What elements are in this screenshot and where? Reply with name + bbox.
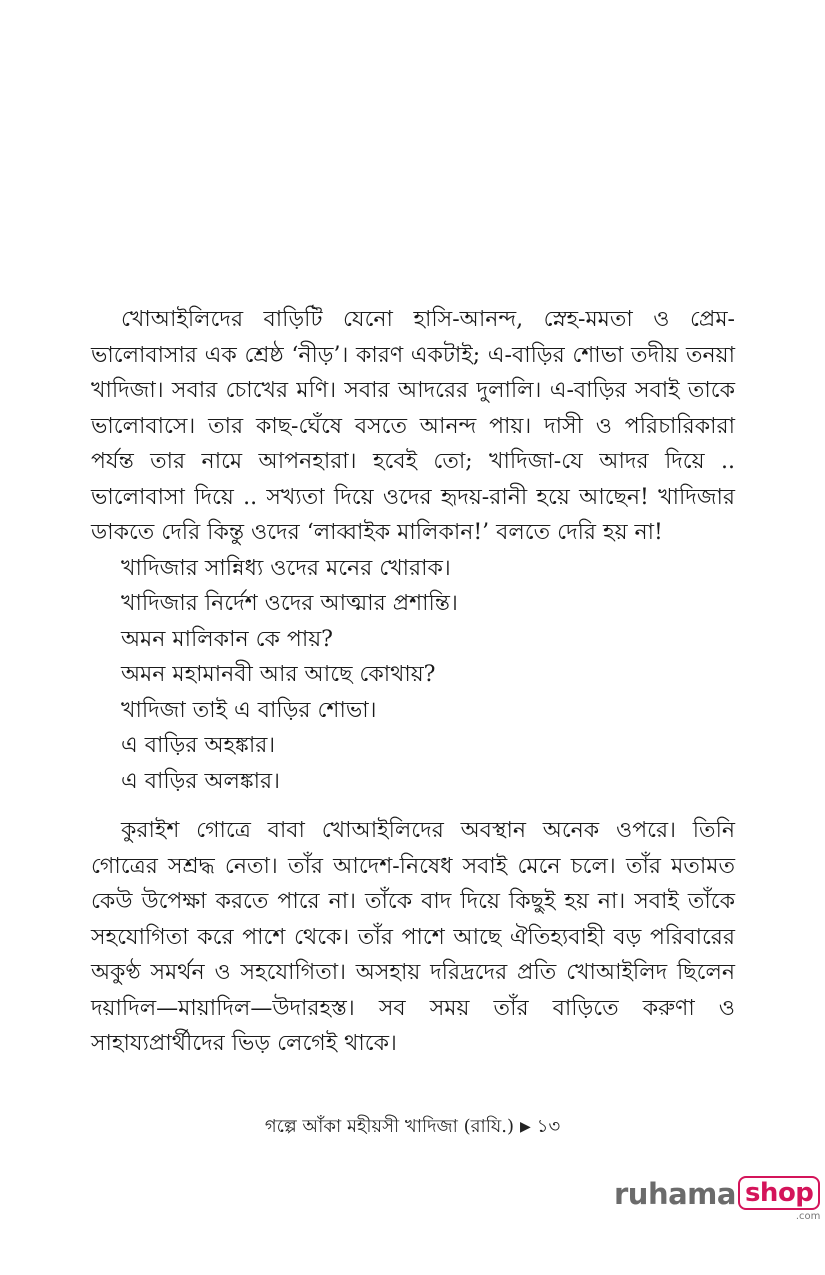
page-body — [91, 302, 735, 1062]
play-arrow-icon: ▶ — [520, 1119, 531, 1135]
verse-line: খাদিজার নির্দেশ ওদের আত্মার প্রশান্তি। — [121, 591, 458, 616]
page-number: ১৩ — [536, 1116, 561, 1137]
verse-line: এ বাড়ির অলঙ্কার। — [121, 768, 281, 794]
watermark-brand-left: ruhama — [614, 1177, 736, 1211]
watermark-right — [738, 1176, 820, 1223]
verse-line: এ বাড়ির অহঙ্কার। — [121, 733, 276, 758]
paragraph-1: খোআইলিদের বাড়িটি যেনো হাসি-আনন্দ, স্নেহ-মমতা ও প্রেম-ভালোবাসার এক শ্রেষ্ঠ ‘নীড়’। কারণ একটাই; এ-বাড়ির শোভা তদীয় তনয়া খাদিজা। সবার চোখের মণি। সবার আদরের দুলালি। এ-বাড়ির সবাই তাকে ভালোবাসে। তার কাছ-ঘেঁষে বসতে আনন্দ পায়। দাসী ও পরিচারিকারা পর্যন্ত তার নামে আপনহারা। হবেই তো; খাদিজা-যে আদর দিয়ে .. ভালোবাসা দিয়ে .. সখ্যতা দিয়ে ওদের হৃদয়-রানী হয়ে আছেন! খাদিজার ডাকতে দেরি কিন্তু ওদের ‘লাব্বাইক মালিকান!’ বলতে দেরি হয় না! — [91, 307, 735, 545]
running-title: গল্পে আঁকা মহীয়সী খাদিজা (রাযি.) — [264, 1116, 515, 1137]
watermark-domain: .com — [795, 1211, 821, 1222]
verse-line: খাদিজা তাই এ বাড়ির শোভা। — [121, 697, 377, 723]
paragraph-2: কুরাইশ গোত্রে বাবা খোআইলিদের অবস্থান অনেক ওপরে। তিনি গোত্রের সশ্রদ্ধ নেতা। তাঁর আদেশ-নিষেধ সবাই মেনে চলে। তাঁর মতামত কেউ উপেক্ষা করতে পারে না। তাঁকে বাদ দিয়ে কিছুই হয় না। সবাই তাঁকে সহযোগিতা করে পাশে থেকে। তাঁর পাশে আছে ঐতিহ্যবাহী বড় পরিবারের অকুণ্ঠ সমর্থন ও সহযোগিতা। অসহায় দরিদ্রদের প্রতি খোআইলিদ ছিলেন দয়াদিল—মায়াদিল—উদারহস্ত। সব সময় তাঁর বাড়িতে করুণা ও সাহায্যপ্রার্থীদের ভিড় লেগেই থাকে। — [91, 818, 735, 1056]
verse-lines — [91, 551, 735, 800]
verse-line: অমন মালিকান কে পায়? — [121, 626, 333, 652]
watermark-brand-right: shop — [738, 1176, 820, 1210]
brand-watermark — [614, 1176, 820, 1222]
verse-line: খাদিজার সান্নিধ্য ওদের মনের খোরাক। — [121, 555, 451, 581]
verse-line: অমন মহামানবী আর আছে কোথায়? — [121, 662, 436, 687]
page-footer — [0, 1112, 825, 1143]
